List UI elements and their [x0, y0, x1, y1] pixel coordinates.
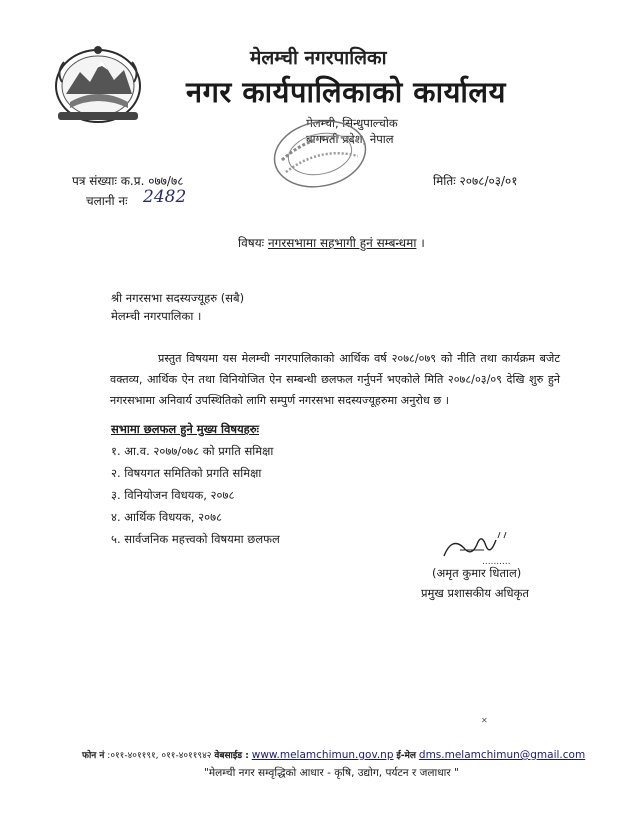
address-line-2: बागमती प्रदेश, नेपाल — [306, 132, 394, 146]
subject-text: नगरसभामा सहभागी हुनं सम्बन्धमा — [267, 236, 417, 250]
footer-contact — [82, 748, 585, 761]
signatory-title: प्रमुख प्रशासकीय अधिकृत — [421, 586, 529, 600]
date-value: २०७८/०३/०१ — [459, 174, 518, 188]
signature-dots: .......... — [482, 557, 511, 567]
body-paragraph: प्रस्तुत विषयमा यस मेलम्ची नगरपालिकाको आर्थिक वर्ष २०७८/०७९ को नीति तथा कार्यक्रम बजेट वक्तव्य, आर्थिक ऐन तथा विनियोजित ऐन सम्बन्धी छलफल गर्नुपर्ने भएकोले मिति २०७८/०३/०९ देखि शुरु हुने नगरसभामा अनिवार्य उपस्थितिको लागि सम्पुर्ण नगरसभा सदस्यज्यूहरुमा अनुरोध छ । — [110, 352, 560, 407]
footer-slogan: "मेलम्ची नगर सम्वृद्धिको आधार - कृषि, उद्योग, पर्यटन र जलाधार " — [204, 767, 459, 779]
reference-label: पत्र संख्याः — [72, 174, 117, 188]
email-label: ई-मेल — [396, 751, 417, 761]
recipient-line-1: श्री नगरसभा सदस्यज्यूहरु (सबै) — [111, 291, 245, 305]
municipality-name: मेलम्ची नगरपालिका — [250, 47, 387, 69]
chalani-number: 2482 — [143, 187, 187, 207]
subject-label: विषयः — [238, 236, 265, 250]
phone-numbers: :०११-४०११९१, ०११-४०११९४२ — [107, 751, 212, 761]
website-link[interactable]: www.melamchimun.gov.np — [251, 749, 394, 761]
recipient-line-2: मेलम्ची नगरपालिका । — [111, 309, 202, 323]
letter-date — [433, 172, 518, 189]
chalani-label: चलानी नः — [86, 194, 128, 208]
office-name: नगर कार्यपालिकाको कार्यालय — [186, 75, 506, 109]
topic-item: ३. विनियोजन विधयक, २०७८ — [111, 488, 235, 502]
signature-scribble — [438, 528, 528, 568]
email-link[interactable]: dms.melamchimun@gmail.com — [418, 749, 586, 761]
office-stamp — [268, 116, 372, 192]
topics-heading: सभामा छलफल हुने मुख्य विषयहरुः — [111, 422, 259, 436]
phone-label: फोन नं — [82, 751, 105, 761]
topic-item: ४. आर्थिक विधयक, २०७८ — [111, 510, 223, 524]
date-label: मितिः — [433, 174, 456, 188]
topic-item: १. आ.व. २०७७/०७८ को प्रगति समिक्षा — [111, 444, 274, 458]
website-label: वेबसाईड : — [214, 751, 249, 761]
topic-item: २. विषयगत समितिको प्रगति समिक्षा — [111, 466, 262, 480]
subject-end: । — [420, 236, 425, 250]
address-line-1: मेलम्ची, सिन्धुपाल्चोक — [306, 116, 398, 130]
small-mark-icon: ✕ — [481, 716, 488, 725]
subject-line — [238, 234, 425, 251]
topic-item: ५. सार्वजनिक महत्त्वको विषयमा छलफल — [111, 532, 280, 546]
reference-value: क.प्र. ०७७/७८ — [120, 174, 184, 188]
nepal-emblem-logo — [52, 42, 144, 128]
signatory-name: (अमृत कुमार धिताल) — [432, 566, 522, 580]
